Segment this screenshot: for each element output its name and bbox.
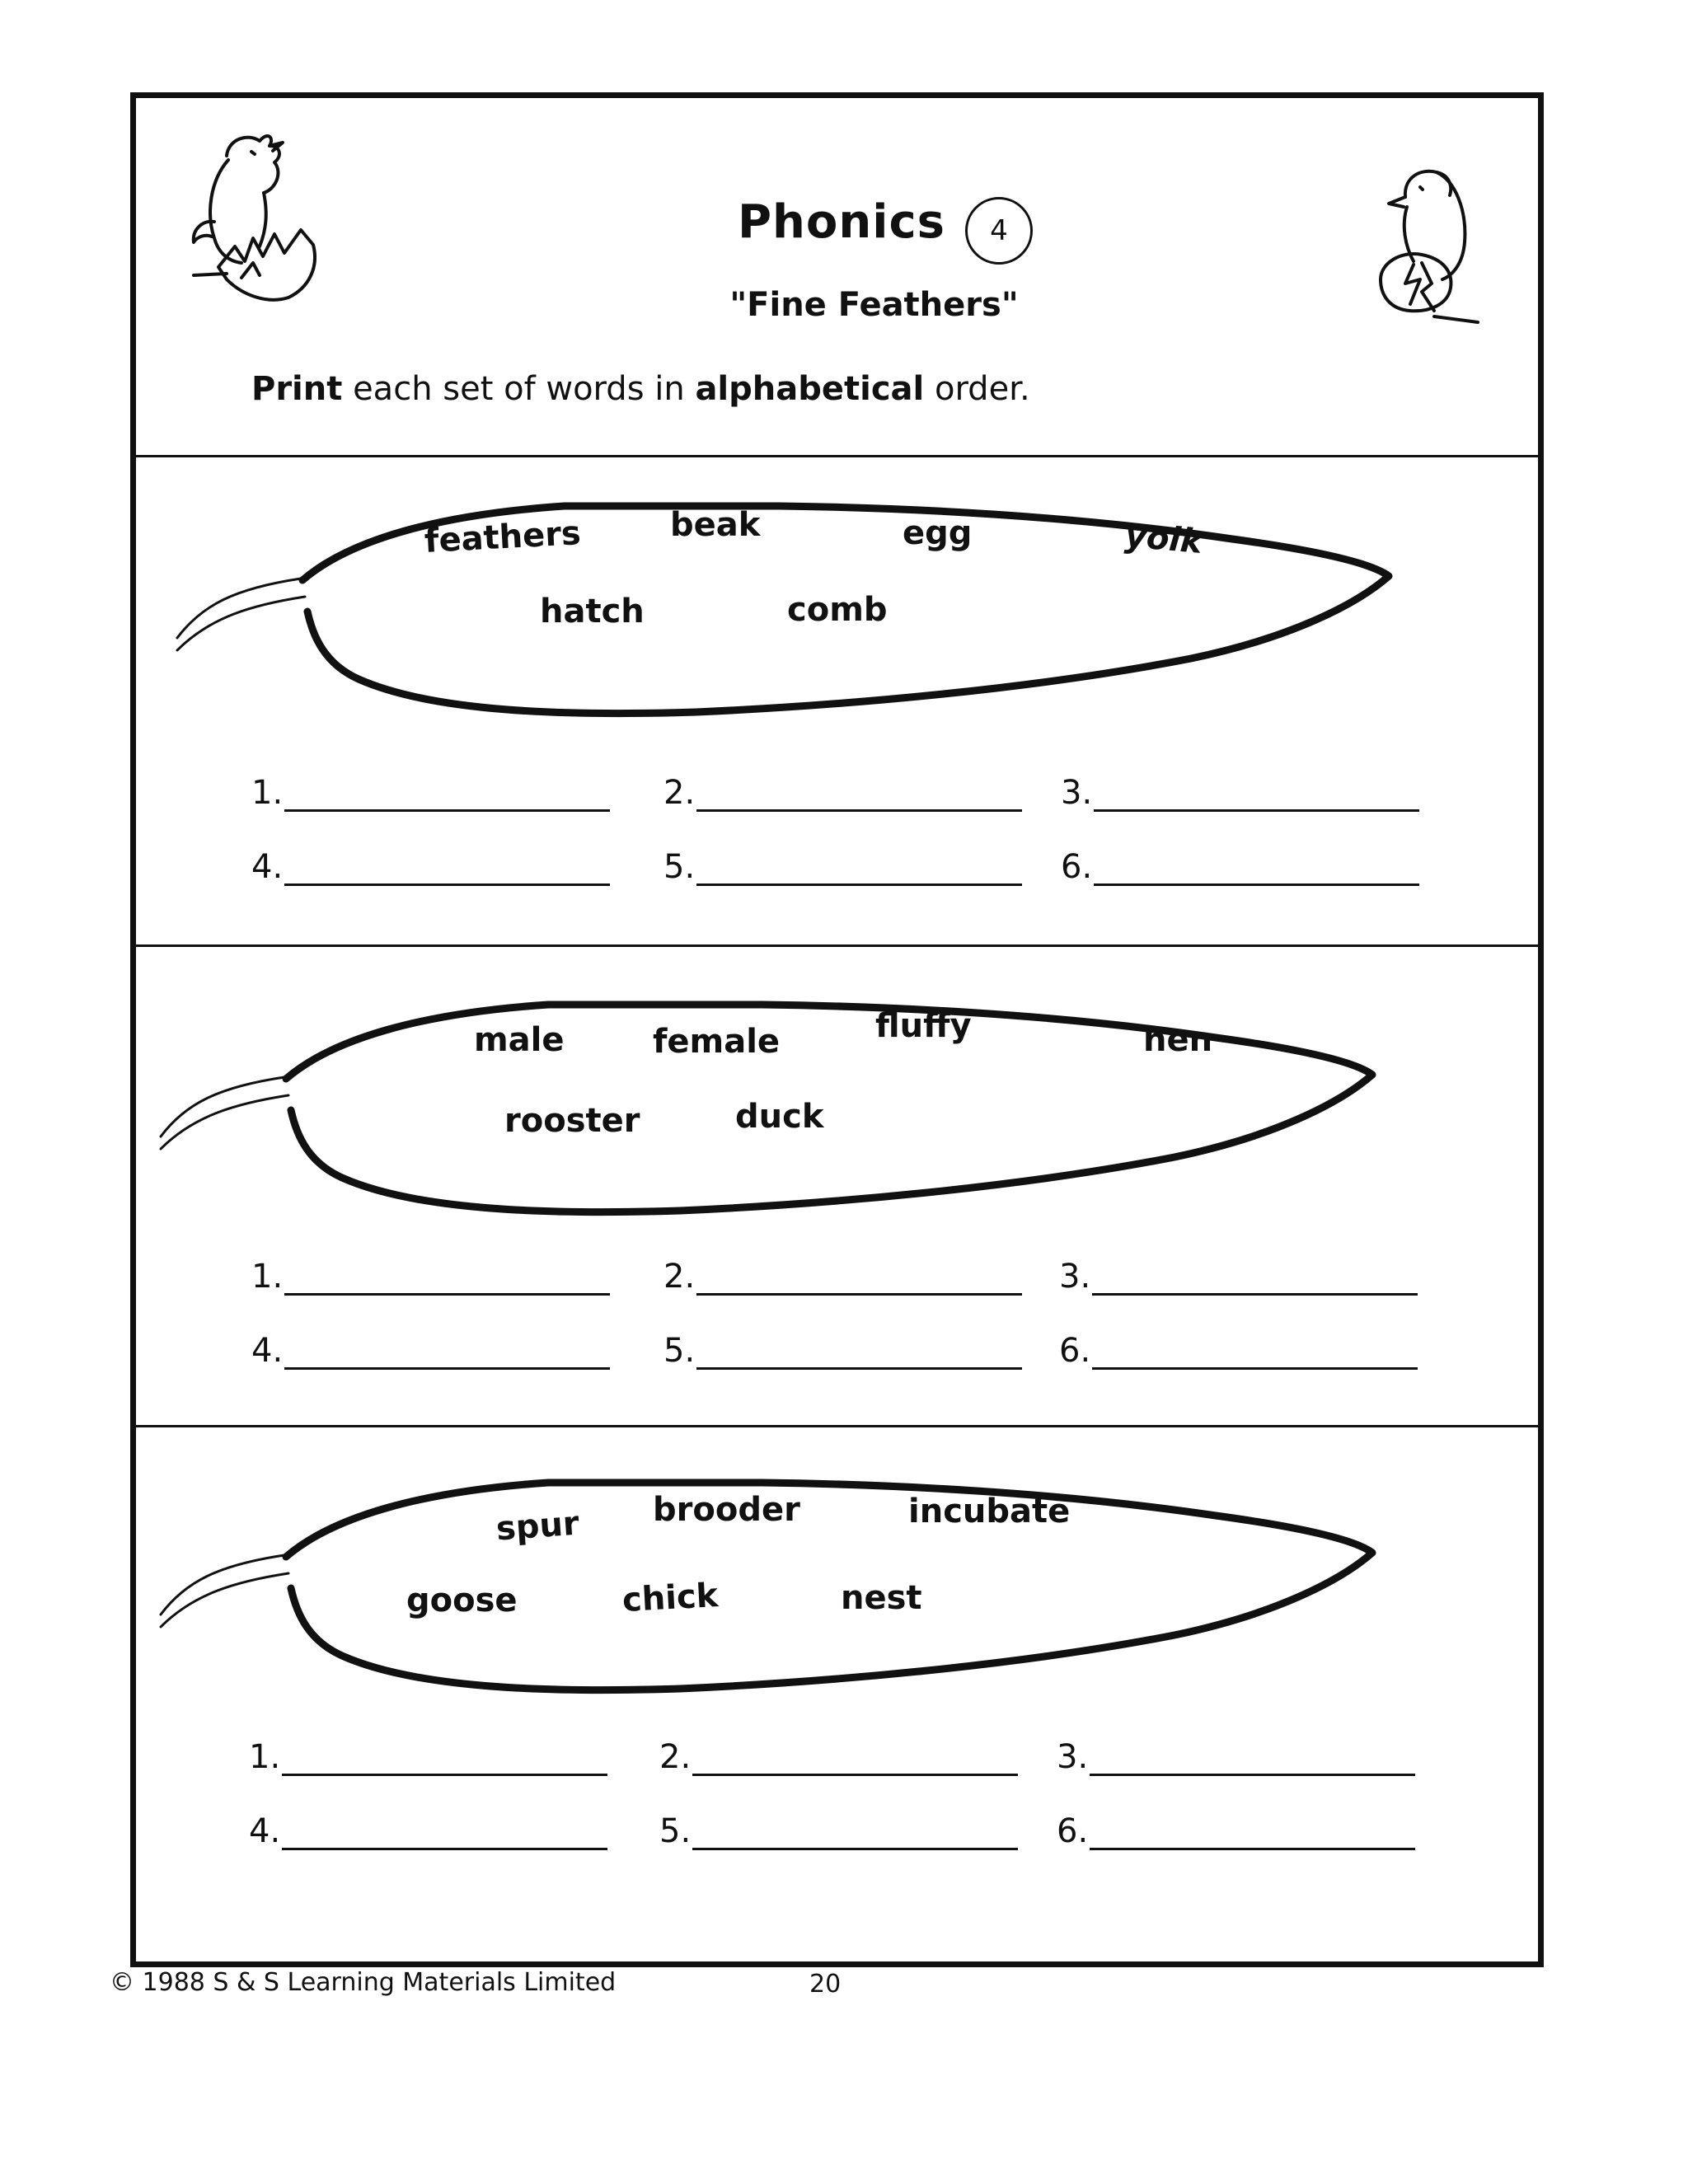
- answer-line[interactable]: [284, 1339, 610, 1370]
- word-beak: beak: [670, 506, 761, 544]
- word-goose: goose: [406, 1582, 518, 1619]
- word-spur: spur: [495, 1504, 581, 1549]
- answer-number: 4.: [251, 1332, 284, 1370]
- lesson-number-badge: 4: [965, 197, 1033, 265]
- answer-number: 3.: [1059, 1258, 1091, 1296]
- answer-number: 1.: [251, 1258, 284, 1296]
- answer-line[interactable]: [696, 855, 1022, 886]
- page-subtitle: [136, 286, 1538, 324]
- answer-number: 5.: [659, 1812, 692, 1850]
- answer-slot[interactable]: [251, 848, 610, 886]
- answer-line[interactable]: [284, 855, 610, 886]
- answer-number: 1.: [251, 774, 284, 812]
- word-egg: egg: [903, 514, 973, 552]
- answer-number: 1.: [249, 1738, 281, 1776]
- answer-line[interactable]: [696, 781, 1022, 812]
- instruction-text: [251, 370, 1030, 408]
- answer-slot[interactable]: [251, 774, 610, 812]
- answer-slot[interactable]: [1057, 1738, 1415, 1776]
- copyright-notice: © 1988 S & S Learning Materials Limited: [110, 1968, 617, 1997]
- answer-line[interactable]: [284, 1265, 610, 1296]
- answer-slot[interactable]: [663, 848, 1022, 886]
- answer-slot[interactable]: [251, 1258, 610, 1296]
- word-nest: nest: [841, 1579, 922, 1617]
- word-duck: duck: [735, 1098, 824, 1136]
- section-divider: [136, 944, 1538, 947]
- answer-slot[interactable]: [249, 1738, 607, 1776]
- word-female: female: [653, 1023, 781, 1061]
- word-comb: comb: [787, 591, 888, 629]
- instruction-emphasis: alphabetical: [695, 370, 925, 408]
- word-fluffy: fluffy: [875, 1007, 972, 1045]
- answer-line[interactable]: [1092, 1339, 1418, 1370]
- answer-number: 5.: [663, 1332, 696, 1370]
- worksheet-frame: [130, 92, 1544, 1967]
- page-title: Phonics: [738, 195, 945, 249]
- word-yolk: yolk: [1123, 516, 1204, 562]
- answer-line[interactable]: [696, 1339, 1022, 1370]
- answer-number: 5.: [663, 848, 696, 886]
- word-brooder: brooder: [653, 1491, 800, 1529]
- answer-number: 4.: [251, 848, 284, 886]
- page-number: 20: [809, 1970, 842, 1999]
- answer-slot[interactable]: [1057, 1812, 1415, 1850]
- instruction-verb: Print: [251, 370, 343, 408]
- answer-slot[interactable]: [663, 1332, 1022, 1370]
- answer-number: 3.: [1061, 774, 1093, 812]
- answer-number: 2.: [663, 1258, 696, 1296]
- answer-number: 6.: [1059, 1332, 1091, 1370]
- answer-line[interactable]: [1090, 1820, 1415, 1850]
- answer-number: 6.: [1061, 848, 1093, 886]
- answer-slot[interactable]: [659, 1812, 1018, 1850]
- answer-line[interactable]: [696, 1265, 1022, 1296]
- answer-line[interactable]: [1090, 1746, 1415, 1776]
- section-divider: [136, 1425, 1538, 1427]
- answer-line[interactable]: [282, 1820, 607, 1850]
- answer-slot[interactable]: [251, 1332, 610, 1370]
- instruction-end: order.: [924, 370, 1030, 408]
- section-divider: [136, 455, 1538, 457]
- answer-line[interactable]: [282, 1746, 607, 1776]
- answer-slot[interactable]: [1059, 1258, 1418, 1296]
- answer-slot[interactable]: [1059, 1332, 1418, 1370]
- feather-icon: [169, 473, 1529, 819]
- answer-number: 4.: [249, 1812, 281, 1850]
- answer-line[interactable]: [284, 781, 610, 812]
- instruction-mid: each set of words in: [342, 370, 696, 408]
- answer-line[interactable]: [1092, 1265, 1418, 1296]
- answer-line[interactable]: [1094, 855, 1419, 886]
- answer-slot[interactable]: [659, 1738, 1018, 1776]
- word-hatch: hatch: [540, 593, 645, 630]
- word-feathers: feathers: [423, 514, 582, 560]
- answer-slot[interactable]: [1061, 774, 1419, 812]
- answer-slot[interactable]: [663, 1258, 1022, 1296]
- word-chick: chick: [621, 1576, 720, 1620]
- answer-number: 3.: [1057, 1738, 1089, 1776]
- word-male: male: [474, 1021, 565, 1059]
- answer-slot[interactable]: [1061, 848, 1419, 886]
- word-incubate: incubate: [908, 1493, 1071, 1530]
- answer-number: 6.: [1057, 1812, 1089, 1850]
- answer-number: 2.: [659, 1738, 692, 1776]
- chick-hatching-left-icon: [177, 123, 359, 312]
- word-rooster: rooster: [504, 1102, 640, 1140]
- answer-line[interactable]: [1094, 781, 1419, 812]
- answer-slot[interactable]: [663, 774, 1022, 812]
- answer-line[interactable]: [692, 1746, 1018, 1776]
- subtitle-text: "Fine Feathers": [729, 286, 1019, 324]
- answer-number: 2.: [663, 774, 696, 812]
- word-hen: hen: [1143, 1021, 1213, 1059]
- answer-slot[interactable]: [249, 1812, 607, 1850]
- answer-line[interactable]: [692, 1820, 1018, 1850]
